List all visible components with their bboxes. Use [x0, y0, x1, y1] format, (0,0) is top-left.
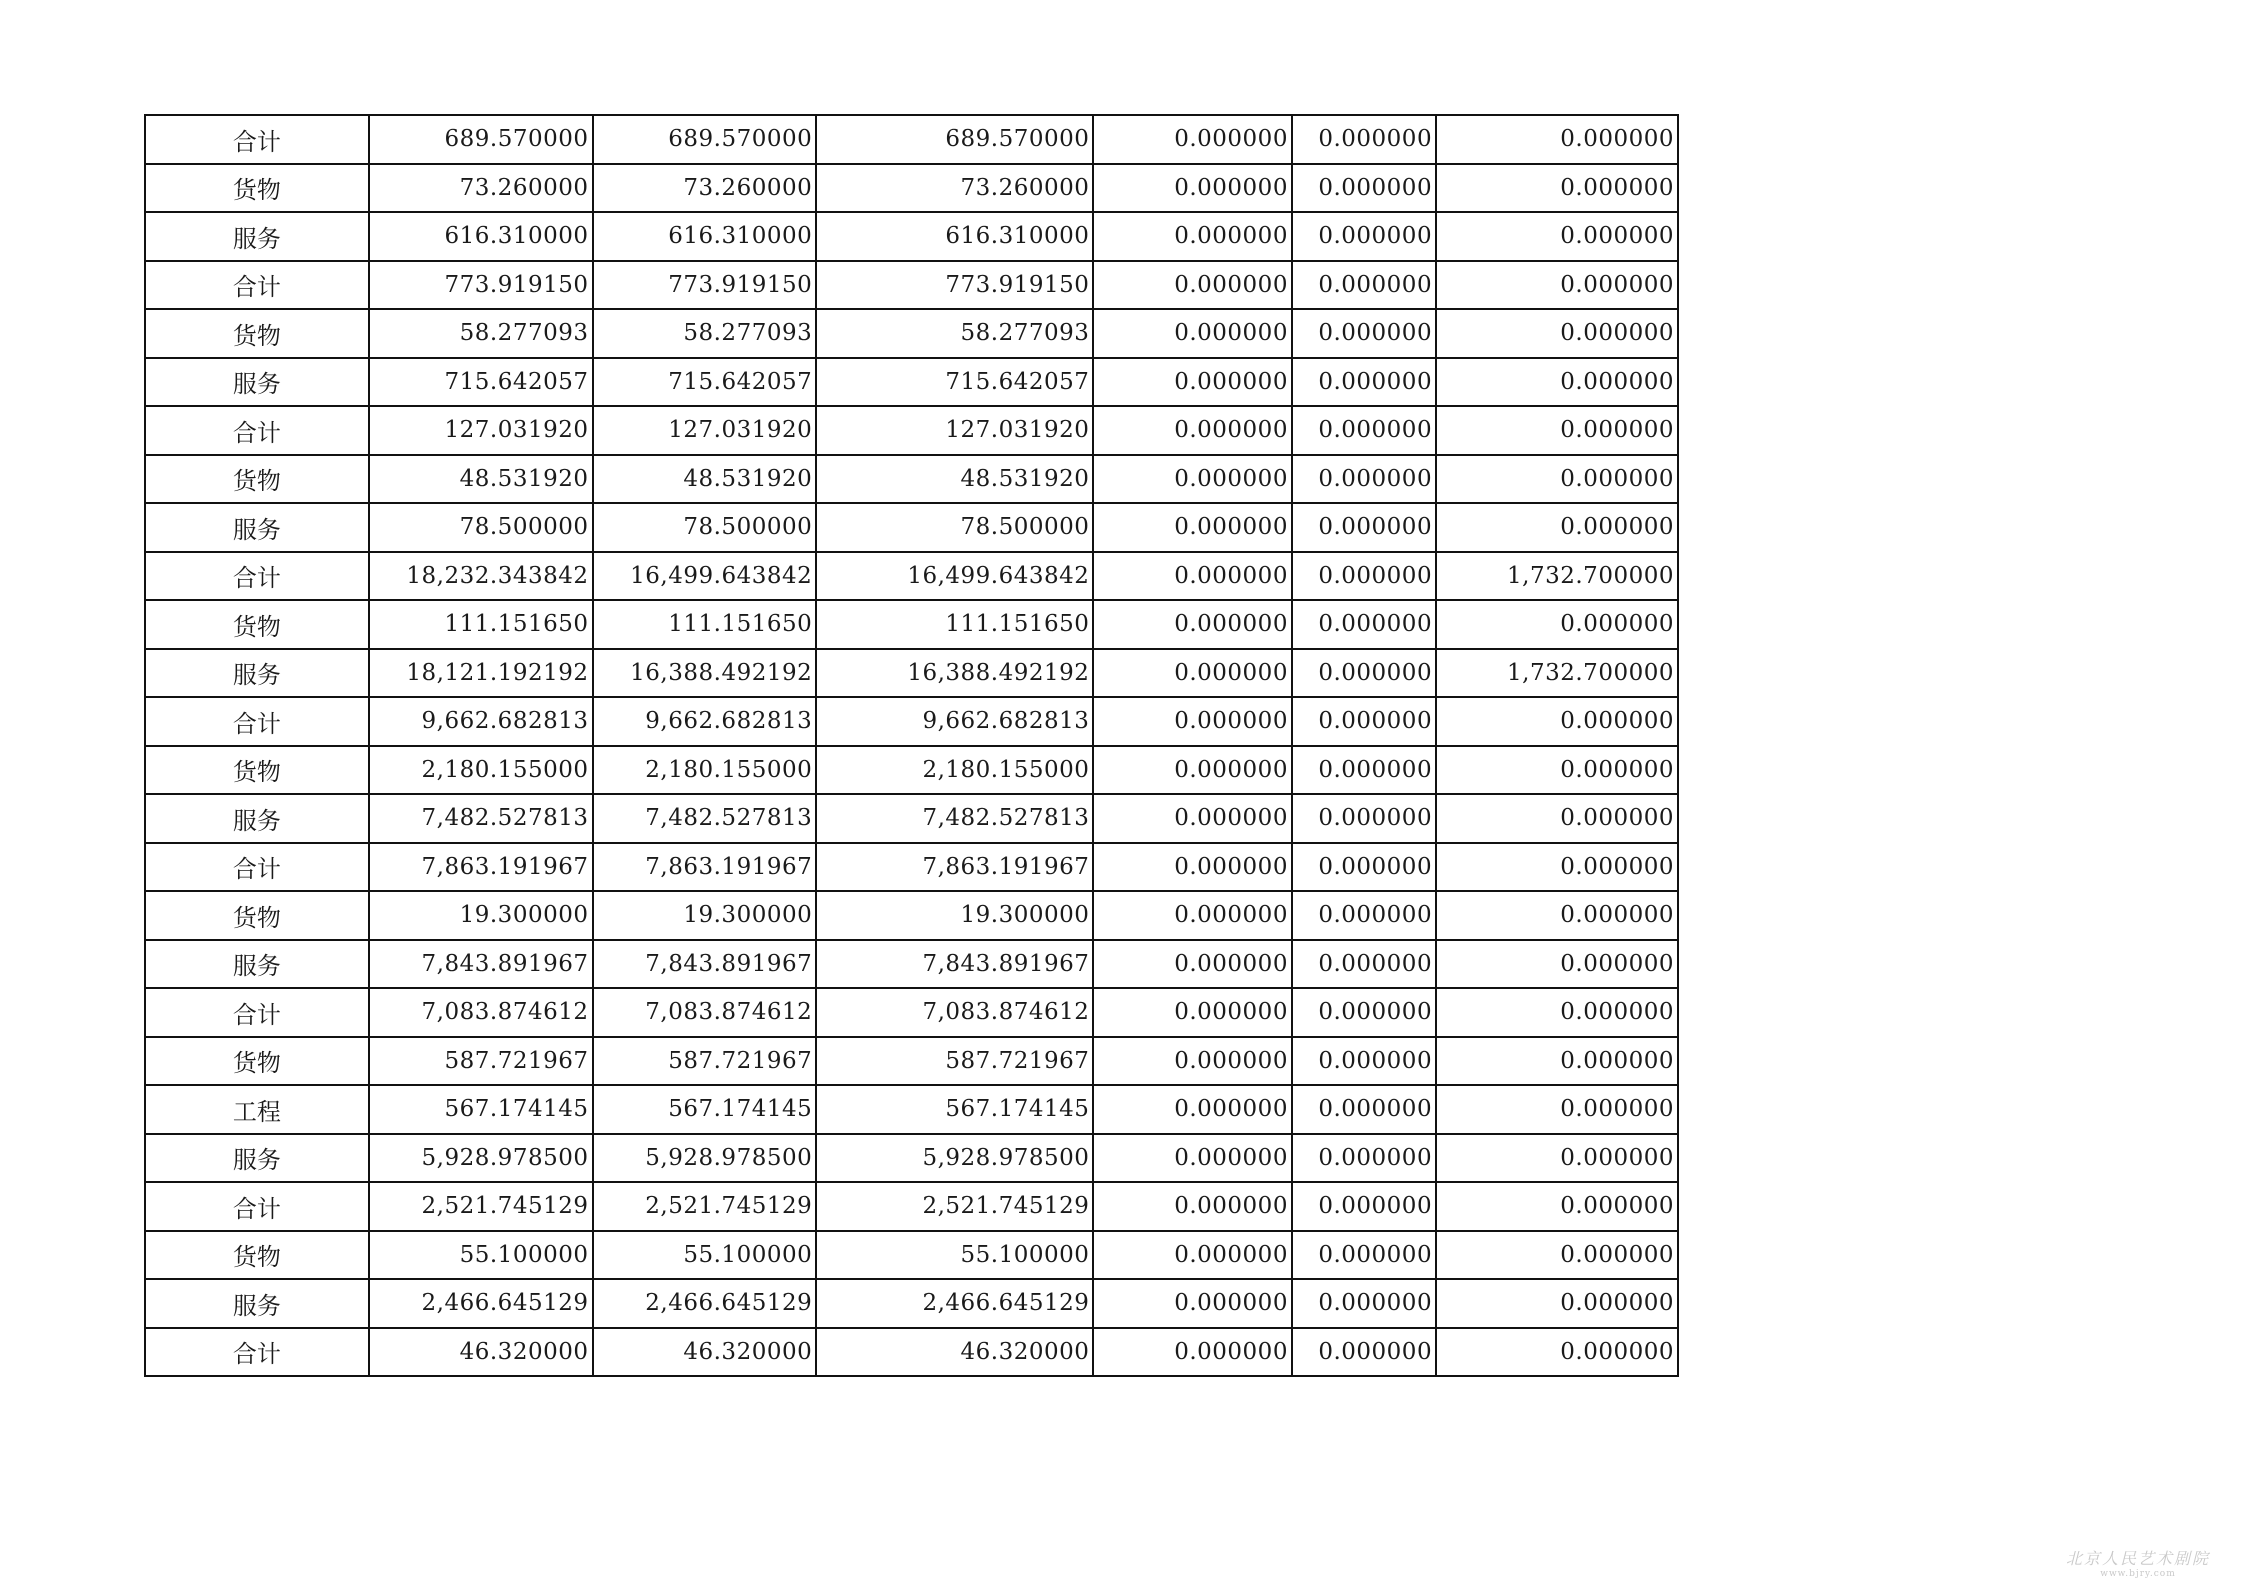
value-cell: 0.000000 [1093, 1037, 1292, 1086]
table-row [145, 1328, 1678, 1377]
value-cell: 55.100000 [369, 1231, 593, 1280]
value-cell: 567.174145 [816, 1085, 1093, 1134]
value-cell: 0.000000 [1093, 843, 1292, 892]
value-cell: 2,521.745129 [816, 1182, 1093, 1231]
value-cell: 0.000000 [1436, 697, 1678, 746]
value-cell: 0.000000 [1436, 891, 1678, 940]
value-cell: 7,083.874612 [593, 988, 817, 1037]
value-cell: 0.000000 [1093, 1134, 1292, 1183]
value-cell: 587.721967 [816, 1037, 1093, 1086]
category-cell: 合计 [145, 115, 369, 164]
category-cell: 合计 [145, 261, 369, 310]
category-cell: 货物 [145, 600, 369, 649]
value-cell: 0.000000 [1436, 794, 1678, 843]
value-cell: 78.500000 [816, 503, 1093, 552]
value-cell: 773.919150 [816, 261, 1093, 310]
value-cell: 0.000000 [1292, 212, 1436, 261]
value-cell: 111.151650 [593, 600, 817, 649]
value-cell: 0.000000 [1436, 1134, 1678, 1183]
value-cell: 0.000000 [1436, 746, 1678, 795]
table-row [145, 212, 1678, 261]
table-row [145, 503, 1678, 552]
value-cell: 7,083.874612 [369, 988, 593, 1037]
category-cell: 货物 [145, 309, 369, 358]
value-cell: 0.000000 [1093, 940, 1292, 989]
value-cell: 58.277093 [593, 309, 817, 358]
value-cell: 689.570000 [369, 115, 593, 164]
value-cell: 0.000000 [1292, 600, 1436, 649]
value-cell: 689.570000 [816, 115, 1093, 164]
value-cell: 0.000000 [1093, 406, 1292, 455]
table-row [145, 358, 1678, 407]
table-row [145, 1085, 1678, 1134]
value-cell: 78.500000 [593, 503, 817, 552]
value-cell: 9,662.682813 [816, 697, 1093, 746]
watermark [2066, 1546, 2210, 1579]
table-row [145, 1231, 1678, 1280]
category-cell: 服务 [145, 1279, 369, 1328]
table-row [145, 940, 1678, 989]
value-cell: 9,662.682813 [593, 697, 817, 746]
value-cell: 715.642057 [593, 358, 817, 407]
value-cell: 0.000000 [1292, 649, 1436, 698]
value-cell: 46.320000 [816, 1328, 1093, 1377]
value-cell: 587.721967 [369, 1037, 593, 1086]
value-cell: 2,180.155000 [369, 746, 593, 795]
value-cell: 0.000000 [1292, 1231, 1436, 1280]
value-cell: 0.000000 [1292, 309, 1436, 358]
value-cell: 46.320000 [369, 1328, 593, 1377]
value-cell: 18,232.343842 [369, 552, 593, 601]
value-cell: 0.000000 [1093, 600, 1292, 649]
category-cell: 货物 [145, 1231, 369, 1280]
value-cell: 48.531920 [593, 455, 817, 504]
value-cell: 0.000000 [1292, 746, 1436, 795]
value-cell: 7,482.527813 [593, 794, 817, 843]
value-cell: 0.000000 [1436, 358, 1678, 407]
value-cell: 0.000000 [1093, 649, 1292, 698]
value-cell: 0.000000 [1436, 843, 1678, 892]
value-cell: 0.000000 [1436, 1279, 1678, 1328]
value-cell: 5,928.978500 [816, 1134, 1093, 1183]
value-cell: 773.919150 [593, 261, 817, 310]
value-cell: 0.000000 [1292, 1328, 1436, 1377]
value-cell: 2,466.645129 [369, 1279, 593, 1328]
value-cell: 0.000000 [1436, 212, 1678, 261]
table-row [145, 164, 1678, 213]
table-row [145, 1182, 1678, 1231]
value-cell: 689.570000 [593, 115, 817, 164]
value-cell: 7,863.191967 [369, 843, 593, 892]
value-cell: 16,388.492192 [816, 649, 1093, 698]
category-cell: 服务 [145, 212, 369, 261]
value-cell: 0.000000 [1292, 891, 1436, 940]
value-cell: 73.260000 [593, 164, 817, 213]
value-cell: 55.100000 [816, 1231, 1093, 1280]
category-cell: 服务 [145, 358, 369, 407]
value-cell: 78.500000 [369, 503, 593, 552]
value-cell: 0.000000 [1436, 1182, 1678, 1231]
value-cell: 58.277093 [816, 309, 1093, 358]
value-cell: 0.000000 [1093, 212, 1292, 261]
value-cell: 773.919150 [369, 261, 593, 310]
value-cell: 2,466.645129 [593, 1279, 817, 1328]
category-cell: 货物 [145, 746, 369, 795]
value-cell: 0.000000 [1292, 406, 1436, 455]
value-cell: 7,482.527813 [369, 794, 593, 843]
value-cell: 19.300000 [593, 891, 817, 940]
watermark-logo-text: 北京人民艺术剧院 [2065, 1549, 2210, 1568]
category-cell: 服务 [145, 503, 369, 552]
category-cell: 工程 [145, 1085, 369, 1134]
value-cell: 127.031920 [816, 406, 1093, 455]
value-cell: 0.000000 [1093, 891, 1292, 940]
value-cell: 0.000000 [1436, 503, 1678, 552]
value-cell: 58.277093 [369, 309, 593, 358]
value-cell: 0.000000 [1436, 406, 1678, 455]
value-cell: 2,521.745129 [593, 1182, 817, 1231]
category-cell: 合计 [145, 697, 369, 746]
value-cell: 73.260000 [369, 164, 593, 213]
category-cell: 合计 [145, 988, 369, 1037]
value-cell: 127.031920 [369, 406, 593, 455]
table-row [145, 552, 1678, 601]
value-cell: 16,388.492192 [593, 649, 817, 698]
table-body [145, 115, 1678, 1376]
value-cell: 0.000000 [1292, 1279, 1436, 1328]
value-cell: 16,499.643842 [593, 552, 817, 601]
table-row [145, 455, 1678, 504]
value-cell: 127.031920 [593, 406, 817, 455]
value-cell: 73.260000 [816, 164, 1093, 213]
table-row [145, 843, 1678, 892]
value-cell: 0.000000 [1436, 1085, 1678, 1134]
value-cell: 0.000000 [1436, 1328, 1678, 1377]
value-cell: 5,928.978500 [593, 1134, 817, 1183]
value-cell: 616.310000 [816, 212, 1093, 261]
table-row [145, 1279, 1678, 1328]
value-cell: 16,499.643842 [816, 552, 1093, 601]
table-row [145, 261, 1678, 310]
value-cell: 0.000000 [1292, 552, 1436, 601]
value-cell: 0.000000 [1292, 940, 1436, 989]
table-row [145, 309, 1678, 358]
table-row [145, 746, 1678, 795]
value-cell: 0.000000 [1436, 1037, 1678, 1086]
category-cell: 服务 [145, 940, 369, 989]
value-cell: 0.000000 [1292, 843, 1436, 892]
value-cell: 2,521.745129 [369, 1182, 593, 1231]
value-cell: 0.000000 [1093, 697, 1292, 746]
table-row [145, 891, 1678, 940]
value-cell: 111.151650 [369, 600, 593, 649]
value-cell: 0.000000 [1093, 1279, 1292, 1328]
value-cell: 0.000000 [1093, 552, 1292, 601]
category-cell: 合计 [145, 406, 369, 455]
watermark-url: www.bjry.com [2100, 1569, 2176, 1579]
category-cell: 服务 [145, 1134, 369, 1183]
value-cell: 2,180.155000 [593, 746, 817, 795]
value-cell: 0.000000 [1093, 261, 1292, 310]
value-cell: 0.000000 [1093, 164, 1292, 213]
category-cell: 货物 [145, 891, 369, 940]
value-cell: 7,863.191967 [593, 843, 817, 892]
table-row [145, 794, 1678, 843]
value-cell: 19.300000 [816, 891, 1093, 940]
value-cell: 111.151650 [816, 600, 1093, 649]
value-cell: 0.000000 [1436, 164, 1678, 213]
category-cell: 合计 [145, 1182, 369, 1231]
value-cell: 0.000000 [1093, 1231, 1292, 1280]
value-cell: 0.000000 [1292, 164, 1436, 213]
value-cell: 0.000000 [1292, 358, 1436, 407]
value-cell: 2,466.645129 [816, 1279, 1093, 1328]
value-cell: 0.000000 [1436, 940, 1678, 989]
value-cell: 18,121.192192 [369, 649, 593, 698]
value-cell: 616.310000 [369, 212, 593, 261]
value-cell: 0.000000 [1436, 600, 1678, 649]
value-cell: 0.000000 [1292, 503, 1436, 552]
table-row [145, 697, 1678, 746]
value-cell: 1,732.700000 [1436, 552, 1678, 601]
value-cell: 0.000000 [1292, 1134, 1436, 1183]
category-cell: 服务 [145, 649, 369, 698]
value-cell: 0.000000 [1093, 988, 1292, 1037]
value-cell: 46.320000 [593, 1328, 817, 1377]
value-cell: 7,083.874612 [816, 988, 1093, 1037]
value-cell: 7,843.891967 [816, 940, 1093, 989]
value-cell: 0.000000 [1436, 455, 1678, 504]
table-row [145, 115, 1678, 164]
table-row [145, 1037, 1678, 1086]
category-cell: 服务 [145, 794, 369, 843]
value-cell: 0.000000 [1093, 1182, 1292, 1231]
table-row [145, 1134, 1678, 1183]
value-cell: 0.000000 [1292, 115, 1436, 164]
value-cell: 0.000000 [1436, 115, 1678, 164]
value-cell: 0.000000 [1436, 309, 1678, 358]
table-row [145, 406, 1678, 455]
value-cell: 2,180.155000 [816, 746, 1093, 795]
data-table [144, 114, 1679, 1377]
value-cell: 616.310000 [593, 212, 817, 261]
value-cell: 0.000000 [1292, 1085, 1436, 1134]
value-cell: 0.000000 [1093, 1328, 1292, 1377]
value-cell: 0.000000 [1292, 261, 1436, 310]
value-cell: 567.174145 [593, 1085, 817, 1134]
value-cell: 0.000000 [1093, 455, 1292, 504]
category-cell: 合计 [145, 552, 369, 601]
category-cell: 合计 [145, 1328, 369, 1377]
value-cell: 0.000000 [1292, 1037, 1436, 1086]
value-cell: 0.000000 [1292, 455, 1436, 504]
value-cell: 0.000000 [1436, 988, 1678, 1037]
value-cell: 7,843.891967 [369, 940, 593, 989]
value-cell: 0.000000 [1093, 794, 1292, 843]
value-cell: 7,863.191967 [816, 843, 1093, 892]
value-cell: 48.531920 [369, 455, 593, 504]
value-cell: 55.100000 [593, 1231, 817, 1280]
value-cell: 48.531920 [816, 455, 1093, 504]
value-cell: 0.000000 [1093, 746, 1292, 795]
value-cell: 1,732.700000 [1436, 649, 1678, 698]
value-cell: 567.174145 [369, 1085, 593, 1134]
value-cell: 7,482.527813 [816, 794, 1093, 843]
category-cell: 货物 [145, 1037, 369, 1086]
value-cell: 715.642057 [369, 358, 593, 407]
category-cell: 合计 [145, 843, 369, 892]
category-cell: 货物 [145, 455, 369, 504]
value-cell: 9,662.682813 [369, 697, 593, 746]
value-cell: 0.000000 [1292, 988, 1436, 1037]
value-cell: 0.000000 [1292, 794, 1436, 843]
value-cell: 0.000000 [1093, 503, 1292, 552]
category-cell: 货物 [145, 164, 369, 213]
value-cell: 0.000000 [1093, 309, 1292, 358]
value-cell: 5,928.978500 [369, 1134, 593, 1183]
table-row [145, 649, 1678, 698]
table-row [145, 988, 1678, 1037]
value-cell: 0.000000 [1093, 1085, 1292, 1134]
value-cell: 0.000000 [1093, 115, 1292, 164]
value-cell: 0.000000 [1292, 1182, 1436, 1231]
value-cell: 0.000000 [1093, 358, 1292, 407]
value-cell: 0.000000 [1292, 697, 1436, 746]
value-cell: 19.300000 [369, 891, 593, 940]
table-row [145, 600, 1678, 649]
value-cell: 587.721967 [593, 1037, 817, 1086]
value-cell: 715.642057 [816, 358, 1093, 407]
value-cell: 7,843.891967 [593, 940, 817, 989]
value-cell: 0.000000 [1436, 261, 1678, 310]
value-cell: 0.000000 [1436, 1231, 1678, 1280]
